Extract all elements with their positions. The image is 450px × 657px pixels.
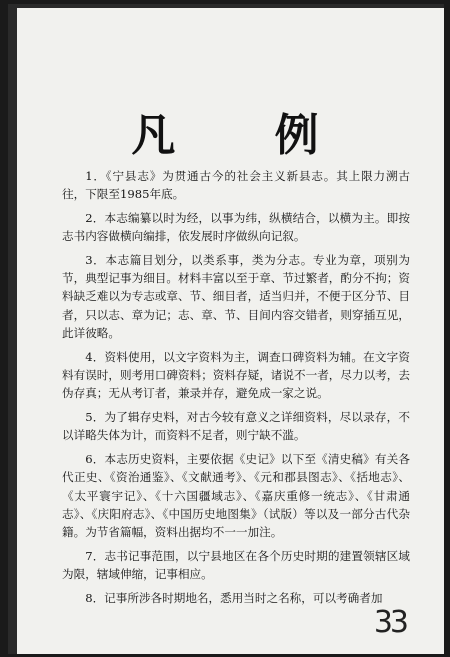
scan-edge-top bbox=[8, 4, 444, 8]
page-title: 凡 例 bbox=[131, 110, 361, 161]
paragraph-1: 1．《宁县志》为贯通古今的社会主义新县志。其上限力溯古往，下限至1985年底。 bbox=[62, 169, 410, 202]
paragraph-7: 7．志书记事范围，以宁县地区在各个历史时期的建置领辖区域为限，辖域伸缩，记事相应。 bbox=[62, 548, 410, 582]
document-page bbox=[8, 4, 444, 654]
paragraph-5: 5．为了辑存史料，对古今较有意义之详细资料，尽以录存，不以详略失体为计，而资料不足者，则宁缺不滥。 bbox=[62, 409, 410, 443]
paragraph-8: 8．记事所涉各时期地名，悉用当时之名称，可以考确者加 bbox=[85, 590, 383, 605]
body-text bbox=[62, 167, 410, 612]
page-number: 33 bbox=[373, 605, 406, 640]
paragraph-6: 6．本志历史资料，主要依据《史记》以下至《清史稿》有关各代正史、《资治通鉴》、《文献通考》、《元和郡县图志》、《括地志》、《太平寰宇记》、《十六国疆域志》、《嘉庆重修一统志》、《甘肃通志》、《庆阳府志》、《中国历史地图集》（试版）等以及一部分古代杂籍。为节省篇幅，资料出据均不一一加注。 bbox=[62, 451, 410, 540]
paragraph-3: 3．本志篇目划分，以类系事，类为分志。专业为章，项别为节，典型记事为细目。材料丰富以至于章、节过繁者，酌分不拘；资料缺乏难以为专志或章、节、细目者，适当归并，不便于区分节、目者，只以志、章为记；志、章、节、目间内容交错者，则穿插互见，此详彼略。 bbox=[62, 252, 410, 341]
paragraph-4: 4．资料使用，以文字资料为主，调查口碑资料为辅。在文字资料有误时，则考用口碑资料；资料存疑，诸说不一者，尽力以考，去伪存真；无从考订者，兼录并存，避免成一家之说。 bbox=[62, 349, 410, 401]
paragraph-2: 2．本志编纂以时为经，以事为纬，纵横结合，以横为主。即按志书内容做横向编排，依发展时序做纵向记叙。 bbox=[62, 210, 410, 244]
